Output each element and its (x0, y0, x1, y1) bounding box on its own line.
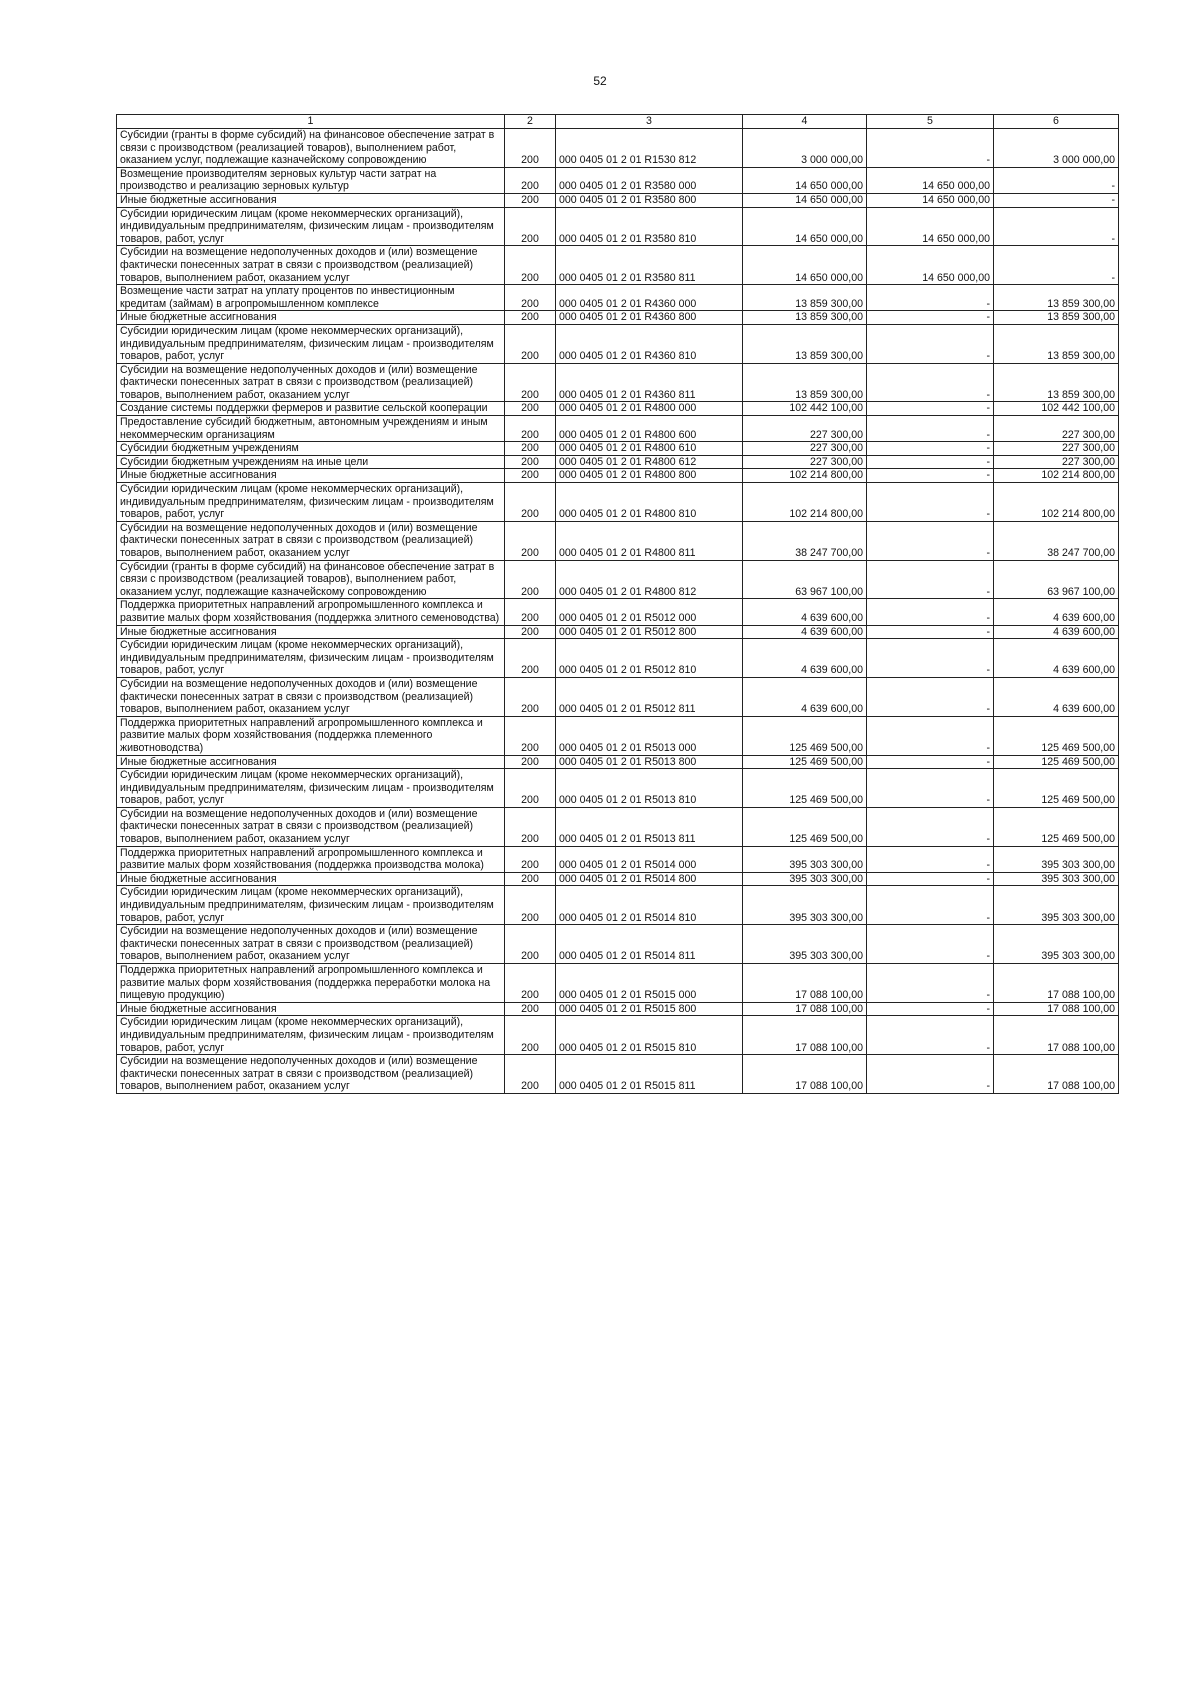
row-admin-code-cell: 200 (505, 1002, 556, 1016)
row-classification-code-cell: 000 0405 01 2 01 R3580 810 (556, 207, 743, 246)
row-amount-regional-cell: - (994, 246, 1119, 285)
table-row (117, 769, 1119, 808)
row-classification-code-cell: 000 0405 01 2 01 R5012 800 (556, 625, 743, 639)
row-name-cell: Субсидии бюджетным учреждениям на иные цели (117, 455, 505, 469)
row-admin-code-cell: 200 (505, 167, 556, 193)
row-amount-regional-cell: 17 088 100,00 (994, 1002, 1119, 1016)
table-row (117, 363, 1119, 402)
row-name-cell: Субсидии юридическим лицам (кроме некоммерческих организаций), индивидуальным предпринимателям, физическим лицам - производителям товаров, работ, услуг (117, 1016, 505, 1055)
row-name-cell: Предоставление субсидий бюджетным, автономным учреждениям и иным некоммерческим организациям (117, 416, 505, 442)
row-classification-code-cell: 000 0405 01 2 01 R5014 811 (556, 925, 743, 964)
row-admin-code-cell: 200 (505, 324, 556, 363)
row-name-cell: Возмещение производителям зерновых культур части затрат на производство и реализацию зерновых культур (117, 167, 505, 193)
row-amount-federal-cell: - (867, 872, 994, 886)
row-amount-total-cell: 125 469 500,00 (743, 716, 867, 755)
row-amount-federal-cell: - (867, 311, 994, 325)
row-amount-total-cell: 395 303 300,00 (743, 925, 867, 964)
row-amount-regional-cell: 102 214 800,00 (994, 469, 1119, 483)
row-name-cell: Иные бюджетные ассигнования (117, 193, 505, 207)
row-name-cell: Создание системы поддержки фермеров и развитие сельской кооперации (117, 402, 505, 416)
row-classification-code-cell: 000 0405 01 2 01 R4800 811 (556, 521, 743, 560)
table-row (117, 324, 1119, 363)
row-classification-code-cell: 000 0405 01 2 01 R4800 800 (556, 469, 743, 483)
row-amount-federal-cell: - (867, 129, 994, 168)
table-row (117, 925, 1119, 964)
table-row (117, 285, 1119, 311)
row-classification-code-cell: 000 0405 01 2 01 R5013 811 (556, 807, 743, 846)
row-name-cell: Субсидии юридическим лицам (кроме некоммерческих организаций), индивидуальным предпринимателям, физическим лицам - производителям товаров, работ, услуг (117, 483, 505, 522)
row-amount-regional-cell: 63 967 100,00 (994, 560, 1119, 599)
table-body (117, 129, 1119, 1094)
row-classification-code-cell: 000 0405 01 2 01 R3580 800 (556, 193, 743, 207)
row-admin-code-cell: 200 (505, 285, 556, 311)
table-row (117, 442, 1119, 456)
row-admin-code-cell: 200 (505, 807, 556, 846)
row-amount-regional-cell: - (994, 167, 1119, 193)
row-amount-federal-cell: - (867, 469, 994, 483)
row-admin-code-cell: 200 (505, 455, 556, 469)
row-admin-code-cell: 200 (505, 716, 556, 755)
row-amount-total-cell: 102 214 800,00 (743, 469, 867, 483)
column-header: 6 (994, 115, 1119, 129)
row-amount-federal-cell: - (867, 442, 994, 456)
row-amount-regional-cell: 227 300,00 (994, 455, 1119, 469)
row-admin-code-cell: 200 (505, 246, 556, 285)
row-amount-federal-cell: - (867, 846, 994, 872)
row-amount-regional-cell: 395 303 300,00 (994, 925, 1119, 964)
row-name-cell: Субсидии на возмещение недополученных доходов и (или) возмещение фактически понесенных затрат в связи с производством (реализацией) товаров, выполнением работ, оказанием услуг (117, 246, 505, 285)
row-admin-code-cell: 200 (505, 1016, 556, 1055)
row-amount-total-cell: 13 859 300,00 (743, 324, 867, 363)
row-amount-regional-cell: 38 247 700,00 (994, 521, 1119, 560)
table-row (117, 311, 1119, 325)
row-amount-federal-cell: - (867, 639, 994, 678)
row-amount-total-cell: 4 639 600,00 (743, 625, 867, 639)
row-admin-code-cell: 200 (505, 193, 556, 207)
table-row (117, 416, 1119, 442)
row-admin-code-cell: 200 (505, 872, 556, 886)
row-classification-code-cell: 000 0405 01 2 01 R5014 000 (556, 846, 743, 872)
row-admin-code-cell: 200 (505, 925, 556, 964)
row-amount-regional-cell: 13 859 300,00 (994, 311, 1119, 325)
row-amount-regional-cell: 4 639 600,00 (994, 677, 1119, 716)
row-classification-code-cell: 000 0405 01 2 01 R5015 000 (556, 964, 743, 1003)
row-amount-regional-cell: - (994, 193, 1119, 207)
row-amount-federal-cell: - (867, 483, 994, 522)
row-name-cell: Иные бюджетные ассигнования (117, 755, 505, 769)
row-amount-total-cell: 227 300,00 (743, 455, 867, 469)
row-classification-code-cell: 000 0405 01 2 01 R4360 811 (556, 363, 743, 402)
row-admin-code-cell: 200 (505, 677, 556, 716)
row-name-cell: Субсидии (гранты в форме субсидий) на финансовое обеспечение затрат в связи с производством (реализацией товаров), выполнением работ, оказанием услуг, подлежащие казначейскому сопровождению (117, 129, 505, 168)
table-row (117, 193, 1119, 207)
table-row (117, 1016, 1119, 1055)
table-row (117, 677, 1119, 716)
row-name-cell: Поддержка приоритетных направлений агропромышленного комплекса и развитие малых форм хозяйствования (поддержка элитного семеноводства) (117, 599, 505, 625)
row-classification-code-cell: 000 0405 01 2 01 R5013 800 (556, 755, 743, 769)
row-amount-federal-cell: - (867, 1016, 994, 1055)
row-classification-code-cell: 000 0405 01 2 01 R5012 811 (556, 677, 743, 716)
row-amount-regional-cell: 13 859 300,00 (994, 324, 1119, 363)
row-amount-regional-cell: 125 469 500,00 (994, 807, 1119, 846)
row-amount-regional-cell: - (994, 207, 1119, 246)
row-amount-regional-cell: 102 442 100,00 (994, 402, 1119, 416)
row-amount-total-cell: 227 300,00 (743, 442, 867, 456)
row-name-cell: Субсидии на возмещение недополученных доходов и (или) возмещение фактически понесенных затрат в связи с производством (реализацией) товаров, выполнением работ, оказанием услуг (117, 677, 505, 716)
row-classification-code-cell: 000 0405 01 2 01 R4360 800 (556, 311, 743, 325)
row-amount-regional-cell: 395 303 300,00 (994, 886, 1119, 925)
table-row (117, 207, 1119, 246)
row-admin-code-cell: 200 (505, 1055, 556, 1094)
table-row (117, 1055, 1119, 1094)
row-classification-code-cell: 000 0405 01 2 01 R5015 800 (556, 1002, 743, 1016)
row-amount-total-cell: 14 650 000,00 (743, 246, 867, 285)
row-amount-federal-cell: - (867, 363, 994, 402)
row-amount-total-cell: 395 303 300,00 (743, 886, 867, 925)
row-amount-regional-cell: 13 859 300,00 (994, 363, 1119, 402)
row-amount-federal-cell: - (867, 886, 994, 925)
column-number-row (117, 115, 1119, 129)
row-classification-code-cell: 000 0405 01 2 01 R5013 000 (556, 716, 743, 755)
row-amount-total-cell: 227 300,00 (743, 416, 867, 442)
row-amount-federal-cell: - (867, 455, 994, 469)
row-classification-code-cell: 000 0405 01 2 01 R5014 810 (556, 886, 743, 925)
row-name-cell: Поддержка приоритетных направлений агропромышленного комплекса и развитие малых форм хозяйствования (поддержка переработки молока на пищевую продукцию) (117, 964, 505, 1003)
column-header: 1 (117, 115, 505, 129)
row-amount-federal-cell: - (867, 716, 994, 755)
table-row (117, 246, 1119, 285)
row-classification-code-cell: 000 0405 01 2 01 R4800 612 (556, 455, 743, 469)
row-amount-total-cell: 395 303 300,00 (743, 872, 867, 886)
row-amount-federal-cell: - (867, 1055, 994, 1094)
row-classification-code-cell: 000 0405 01 2 01 R5014 800 (556, 872, 743, 886)
row-amount-federal-cell: - (867, 925, 994, 964)
row-classification-code-cell: 000 0405 01 2 01 R4360 810 (556, 324, 743, 363)
row-name-cell: Субсидии на возмещение недополученных доходов и (или) возмещение фактически понесенных затрат в связи с производством (реализацией) товаров, выполнением работ, оказанием услуг (117, 363, 505, 402)
page-number: 52 (593, 74, 607, 88)
row-amount-total-cell: 17 088 100,00 (743, 964, 867, 1003)
row-name-cell: Субсидии бюджетным учреждениям (117, 442, 505, 456)
row-classification-code-cell: 000 0405 01 2 01 R5015 811 (556, 1055, 743, 1094)
row-amount-regional-cell: 227 300,00 (994, 416, 1119, 442)
row-name-cell: Субсидии на возмещение недополученных доходов и (или) возмещение фактически понесенных затрат в связи с производством (реализацией) товаров, выполнением работ, оказанием услуг (117, 1055, 505, 1094)
row-classification-code-cell: 000 0405 01 2 01 R5012 810 (556, 639, 743, 678)
table-row (117, 755, 1119, 769)
table-row (117, 964, 1119, 1003)
table-row (117, 483, 1119, 522)
row-name-cell: Иные бюджетные ассигнования (117, 625, 505, 639)
row-name-cell: Субсидии юридическим лицам (кроме некоммерческих организаций), индивидуальным предпринимателям, физическим лицам - производителям товаров, работ, услуг (117, 886, 505, 925)
table-row (117, 521, 1119, 560)
row-admin-code-cell: 200 (505, 639, 556, 678)
row-amount-total-cell: 14 650 000,00 (743, 207, 867, 246)
column-header: 5 (867, 115, 994, 129)
table-row (117, 560, 1119, 599)
row-name-cell: Субсидии юридическим лицам (кроме некоммерческих организаций), индивидуальным предпринимателям, физическим лицам - производителям товаров, работ, услуг (117, 324, 505, 363)
row-amount-total-cell: 17 088 100,00 (743, 1016, 867, 1055)
table-row (117, 872, 1119, 886)
row-name-cell: Субсидии на возмещение недополученных доходов и (или) возмещение фактически понесенных затрат в связи с производством (реализацией) товаров, выполнением работ, оказанием услуг (117, 807, 505, 846)
table-row (117, 846, 1119, 872)
row-admin-code-cell: 200 (505, 207, 556, 246)
row-classification-code-cell: 000 0405 01 2 01 R4800 610 (556, 442, 743, 456)
row-admin-code-cell: 200 (505, 560, 556, 599)
row-amount-total-cell: 395 303 300,00 (743, 846, 867, 872)
row-classification-code-cell: 000 0405 01 2 01 R1530 812 (556, 129, 743, 168)
row-classification-code-cell: 000 0405 01 2 01 R4800 000 (556, 402, 743, 416)
table-row (117, 625, 1119, 639)
row-classification-code-cell: 000 0405 01 2 01 R3580 811 (556, 246, 743, 285)
table-row (117, 1002, 1119, 1016)
row-admin-code-cell: 200 (505, 483, 556, 522)
row-amount-regional-cell: 3 000 000,00 (994, 129, 1119, 168)
row-name-cell: Поддержка приоритетных направлений агропромышленного комплекса и развитие малых форм хозяйствования (поддержка племенного животноводства) (117, 716, 505, 755)
row-classification-code-cell: 000 0405 01 2 01 R5013 810 (556, 769, 743, 808)
row-amount-total-cell: 13 859 300,00 (743, 311, 867, 325)
row-amount-federal-cell: 14 650 000,00 (867, 246, 994, 285)
row-amount-total-cell: 4 639 600,00 (743, 677, 867, 716)
row-amount-federal-cell: - (867, 599, 994, 625)
row-classification-code-cell: 000 0405 01 2 01 R3580 000 (556, 167, 743, 193)
column-header: 3 (556, 115, 743, 129)
column-header: 2 (505, 115, 556, 129)
row-classification-code-cell: 000 0405 01 2 01 R4800 810 (556, 483, 743, 522)
row-amount-total-cell: 3 000 000,00 (743, 129, 867, 168)
row-amount-regional-cell: 17 088 100,00 (994, 1055, 1119, 1094)
row-amount-federal-cell: - (867, 324, 994, 363)
row-amount-federal-cell: - (867, 416, 994, 442)
row-name-cell: Иные бюджетные ассигнования (117, 872, 505, 886)
row-amount-total-cell: 102 214 800,00 (743, 483, 867, 522)
row-amount-federal-cell: 14 650 000,00 (867, 167, 994, 193)
row-name-cell: Субсидии (гранты в форме субсидий) на финансовое обеспечение затрат в связи с производством (реализацией товаров), выполнением работ, оказанием услуг, подлежащие казначейскому сопровождению (117, 560, 505, 599)
row-amount-total-cell: 17 088 100,00 (743, 1055, 867, 1094)
row-amount-regional-cell: 395 303 300,00 (994, 872, 1119, 886)
table-row (117, 129, 1119, 168)
row-admin-code-cell: 200 (505, 521, 556, 560)
row-amount-regional-cell: 125 469 500,00 (994, 716, 1119, 755)
row-amount-regional-cell: 102 214 800,00 (994, 483, 1119, 522)
row-name-cell: Иные бюджетные ассигнования (117, 1002, 505, 1016)
row-classification-code-cell: 000 0405 01 2 01 R4800 600 (556, 416, 743, 442)
row-name-cell: Иные бюджетные ассигнования (117, 469, 505, 483)
table-row (117, 886, 1119, 925)
row-admin-code-cell: 200 (505, 599, 556, 625)
row-amount-federal-cell: - (867, 402, 994, 416)
row-admin-code-cell: 200 (505, 311, 556, 325)
column-header: 4 (743, 115, 867, 129)
table-row (117, 469, 1119, 483)
row-amount-total-cell: 125 469 500,00 (743, 769, 867, 808)
row-classification-code-cell: 000 0405 01 2 01 R5015 810 (556, 1016, 743, 1055)
row-name-cell: Субсидии на возмещение недополученных доходов и (или) возмещение фактически понесенных затрат в связи с производством (реализацией) товаров, выполнением работ, оказанием услуг (117, 521, 505, 560)
row-name-cell: Иные бюджетные ассигнования (117, 311, 505, 325)
row-name-cell: Возмещение части затрат на уплату процентов по инвестиционным кредитам (займам) в агропромышленном комплексе (117, 285, 505, 311)
table-row (117, 455, 1119, 469)
row-admin-code-cell: 200 (505, 469, 556, 483)
row-admin-code-cell: 200 (505, 402, 556, 416)
row-amount-federal-cell: - (867, 625, 994, 639)
row-name-cell: Поддержка приоритетных направлений агропромышленного комплекса и развитие малых форм хозяйствования (поддержка производства молока) (117, 846, 505, 872)
row-admin-code-cell: 200 (505, 129, 556, 168)
row-admin-code-cell: 200 (505, 625, 556, 639)
table-row (117, 639, 1119, 678)
row-amount-total-cell: 14 650 000,00 (743, 193, 867, 207)
row-amount-total-cell: 102 442 100,00 (743, 402, 867, 416)
row-amount-federal-cell: - (867, 677, 994, 716)
row-amount-total-cell: 17 088 100,00 (743, 1002, 867, 1016)
table-row (117, 599, 1119, 625)
row-amount-total-cell: 4 639 600,00 (743, 639, 867, 678)
row-amount-regional-cell: 17 088 100,00 (994, 1016, 1119, 1055)
row-amount-total-cell: 63 967 100,00 (743, 560, 867, 599)
row-admin-code-cell: 200 (505, 964, 556, 1003)
row-admin-code-cell: 200 (505, 769, 556, 808)
row-amount-regional-cell: 227 300,00 (994, 442, 1119, 456)
row-amount-federal-cell: - (867, 560, 994, 599)
row-admin-code-cell: 200 (505, 886, 556, 925)
row-amount-federal-cell: 14 650 000,00 (867, 207, 994, 246)
row-amount-federal-cell: - (867, 1002, 994, 1016)
budget-table (116, 114, 1119, 1094)
row-name-cell: Субсидии юридическим лицам (кроме некоммерческих организаций), индивидуальным предпринимателям, физическим лицам - производителям товаров, работ, услуг (117, 207, 505, 246)
table-row (117, 716, 1119, 755)
table-row (117, 402, 1119, 416)
row-amount-regional-cell: 4 639 600,00 (994, 639, 1119, 678)
row-amount-total-cell: 125 469 500,00 (743, 755, 867, 769)
row-amount-federal-cell: - (867, 807, 994, 846)
row-amount-federal-cell: 14 650 000,00 (867, 193, 994, 207)
row-amount-total-cell: 38 247 700,00 (743, 521, 867, 560)
row-admin-code-cell: 200 (505, 846, 556, 872)
row-amount-regional-cell: 125 469 500,00 (994, 755, 1119, 769)
row-amount-regional-cell: 395 303 300,00 (994, 846, 1119, 872)
row-amount-regional-cell: 17 088 100,00 (994, 964, 1119, 1003)
row-amount-regional-cell: 4 639 600,00 (994, 625, 1119, 639)
row-amount-regional-cell: 13 859 300,00 (994, 285, 1119, 311)
table-row (117, 167, 1119, 193)
row-amount-federal-cell: - (867, 769, 994, 808)
row-name-cell: Субсидии юридическим лицам (кроме некоммерческих организаций), индивидуальным предпринимателям, физическим лицам - производителям товаров, работ, услуг (117, 639, 505, 678)
row-name-cell: Субсидии на возмещение недополученных доходов и (или) возмещение фактически понесенных затрат в связи с производством (реализацией) товаров, выполнением работ, оказанием услуг (117, 925, 505, 964)
row-amount-total-cell: 13 859 300,00 (743, 285, 867, 311)
row-amount-federal-cell: - (867, 285, 994, 311)
row-classification-code-cell: 000 0405 01 2 01 R4800 812 (556, 560, 743, 599)
row-admin-code-cell: 200 (505, 416, 556, 442)
row-amount-total-cell: 13 859 300,00 (743, 363, 867, 402)
row-classification-code-cell: 000 0405 01 2 01 R4360 000 (556, 285, 743, 311)
row-classification-code-cell: 000 0405 01 2 01 R5012 000 (556, 599, 743, 625)
row-amount-federal-cell: - (867, 755, 994, 769)
row-admin-code-cell: 200 (505, 442, 556, 456)
row-amount-regional-cell: 4 639 600,00 (994, 599, 1119, 625)
row-amount-total-cell: 4 639 600,00 (743, 599, 867, 625)
row-name-cell: Субсидии юридическим лицам (кроме некоммерческих организаций), индивидуальным предпринимателям, физическим лицам - производителям товаров, работ, услуг (117, 769, 505, 808)
table-row (117, 807, 1119, 846)
row-admin-code-cell: 200 (505, 755, 556, 769)
row-amount-total-cell: 125 469 500,00 (743, 807, 867, 846)
row-amount-total-cell: 14 650 000,00 (743, 167, 867, 193)
row-admin-code-cell: 200 (505, 363, 556, 402)
row-amount-federal-cell: - (867, 521, 994, 560)
row-amount-regional-cell: 125 469 500,00 (994, 769, 1119, 808)
row-amount-federal-cell: - (867, 964, 994, 1003)
